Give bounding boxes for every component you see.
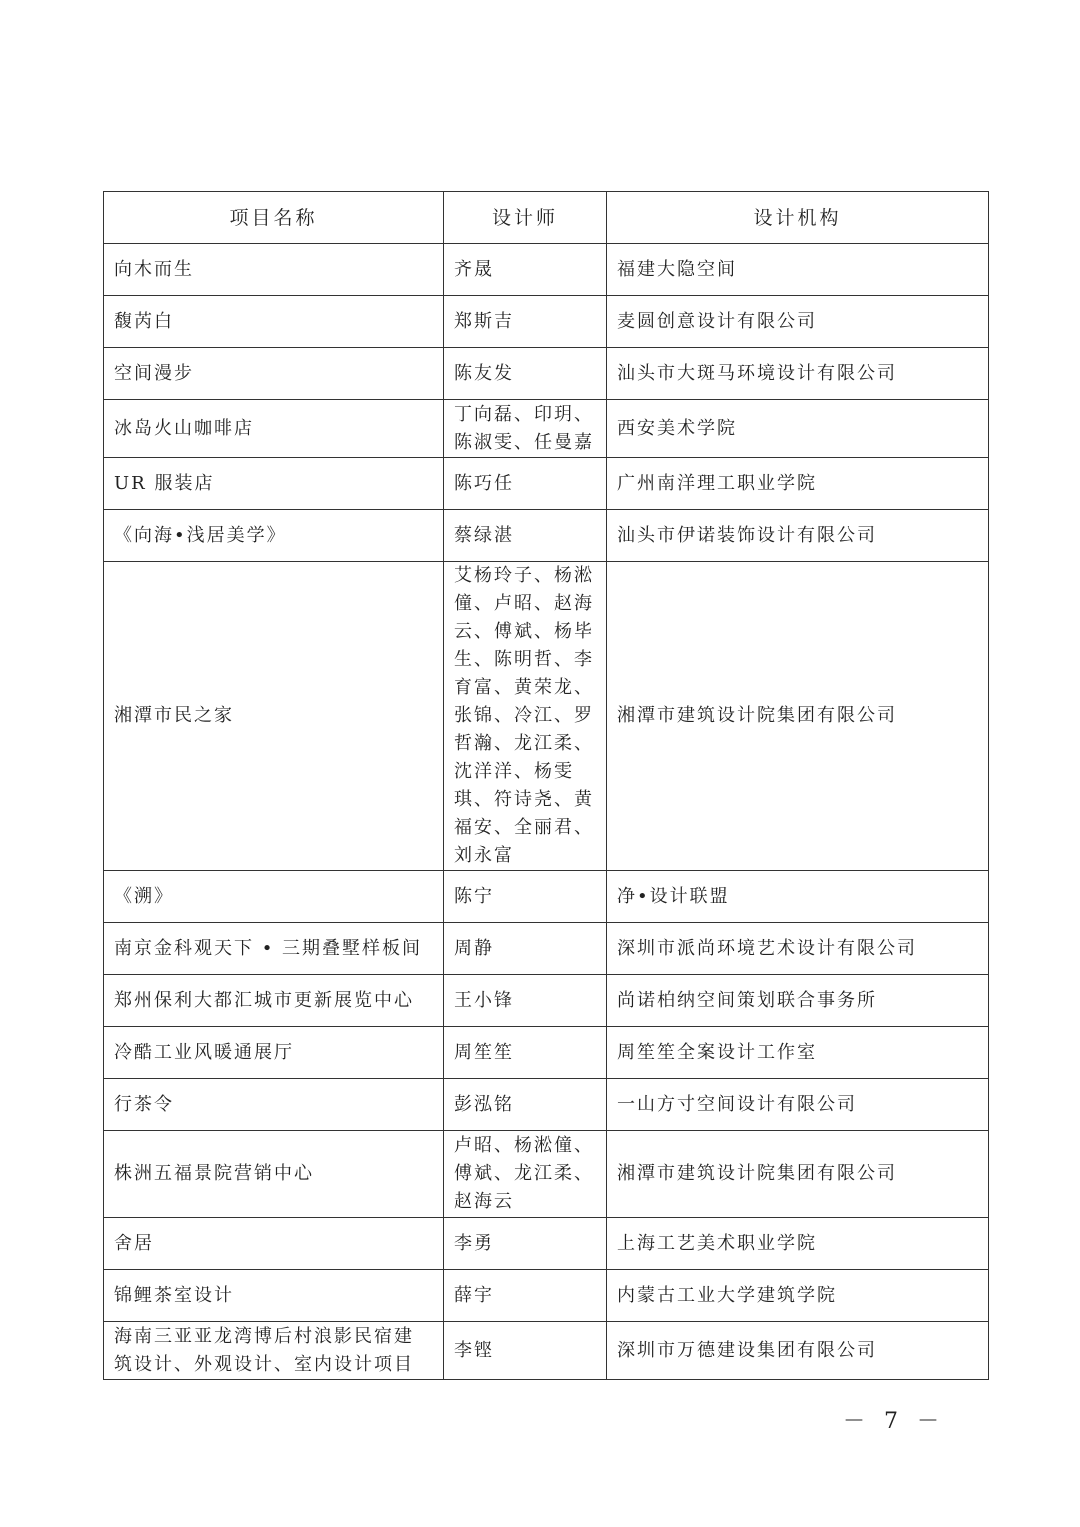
cell-project: 湘潭市民之家 — [104, 562, 444, 871]
cell-project: 冰岛火山咖啡店 — [104, 400, 444, 458]
cell-designer: 李铿 — [444, 1322, 607, 1380]
cell-designer: 齐晟 — [444, 244, 607, 296]
cell-project: 株洲五福景院营销中心 — [104, 1131, 444, 1218]
cell-project: 空间漫步 — [104, 348, 444, 400]
cell-designer: 周笙笙 — [444, 1027, 607, 1079]
cell-designer: 艾杨玲子、杨淞僮、卢昭、赵海云、傅斌、杨毕生、陈明哲、李育富、黄荣龙、张锦、冷江、罗哲瀚、龙江柔、沈洋洋、杨雯琪、符诗尧、黄福安、全丽君、刘永富 — [444, 562, 607, 871]
header-designer: 设计师 — [444, 192, 607, 244]
cell-organization: 湘潭市建筑设计院集团有限公司 — [607, 1131, 989, 1218]
cell-project: UR 服装店 — [104, 458, 444, 510]
cell-project: 南京金科观天下 • 三期叠墅样板间 — [104, 923, 444, 975]
table-row — [104, 975, 989, 1027]
cell-organization: 周笙笙全案设计工作室 — [607, 1027, 989, 1079]
table-row — [104, 1079, 989, 1131]
cell-organization: 净•设计联盟 — [607, 871, 989, 923]
page-number-text: － 7 － — [843, 1409, 945, 1434]
cell-project: 馥芮白 — [104, 296, 444, 348]
cell-project: 舍居 — [104, 1218, 444, 1270]
cell-organization: 汕头市大斑马环境设计有限公司 — [607, 348, 989, 400]
table-row — [104, 510, 989, 562]
cell-organization: 湘潭市建筑设计院集团有限公司 — [607, 562, 989, 871]
cell-designer: 郑斯吉 — [444, 296, 607, 348]
cell-organization: 广州南洋理工职业学院 — [607, 458, 989, 510]
cell-designer: 李勇 — [444, 1218, 607, 1270]
cell-designer: 丁向磊、印玥、陈淑雯、任曼嘉 — [444, 400, 607, 458]
cell-organization: 深圳市派尚环境艺术设计有限公司 — [607, 923, 989, 975]
cell-organization: 麦圆创意设计有限公司 — [607, 296, 989, 348]
cell-designer: 薛宇 — [444, 1270, 607, 1322]
cell-organization: 西安美术学院 — [607, 400, 989, 458]
table-row — [104, 296, 989, 348]
table-row — [104, 871, 989, 923]
cell-organization: 汕头市伊诺装饰设计有限公司 — [607, 510, 989, 562]
cell-project: 行茶令 — [104, 1079, 444, 1131]
table-row — [104, 1322, 989, 1380]
table-row — [104, 244, 989, 296]
cell-organization: 福建大隐空间 — [607, 244, 989, 296]
table-row — [104, 562, 989, 871]
award-list-table — [103, 191, 989, 1380]
header-organization: 设计机构 — [607, 192, 989, 244]
table-row — [104, 1270, 989, 1322]
table-row — [104, 923, 989, 975]
cell-designer: 王小锋 — [444, 975, 607, 1027]
cell-designer: 彭泓铭 — [444, 1079, 607, 1131]
cell-organization: 尚诺柏纳空间策划联合事务所 — [607, 975, 989, 1027]
cell-organization: 内蒙古工业大学建筑学院 — [607, 1270, 989, 1322]
cell-project: 郑州保利大都汇城市更新展览中心 — [104, 975, 444, 1027]
cell-project: 锦鲤茶室设计 — [104, 1270, 444, 1322]
table-row — [104, 1218, 989, 1270]
cell-designer: 卢昭、杨淞僮、傅斌、龙江柔、赵海云 — [444, 1131, 607, 1218]
cell-organization: 一山方寸空间设计有限公司 — [607, 1079, 989, 1131]
table-header-row — [104, 192, 989, 244]
cell-organization: 上海工艺美术职业学院 — [607, 1218, 989, 1270]
cell-organization: 深圳市万德建设集团有限公司 — [607, 1322, 989, 1380]
table-row — [104, 1131, 989, 1218]
table-row — [104, 348, 989, 400]
cell-project: 向木而生 — [104, 244, 444, 296]
cell-designer: 陈友发 — [444, 348, 607, 400]
cell-designer: 陈巧任 — [444, 458, 607, 510]
header-project-name: 项目名称 — [104, 192, 444, 244]
table-row — [104, 458, 989, 510]
cell-designer: 陈宁 — [444, 871, 607, 923]
cell-project: 《溯》 — [104, 871, 444, 923]
cell-designer: 周静 — [444, 923, 607, 975]
cell-designer: 蔡绿湛 — [444, 510, 607, 562]
cell-project: 《向海•浅居美学》 — [104, 510, 444, 562]
cell-project: 冷酷工业风暖通展厅 — [104, 1027, 444, 1079]
cell-project: 海南三亚亚龙湾博后村浪影民宿建筑设计、外观设计、室内设计项目 — [104, 1322, 444, 1380]
table-row — [104, 400, 989, 458]
table-row — [104, 1027, 989, 1079]
